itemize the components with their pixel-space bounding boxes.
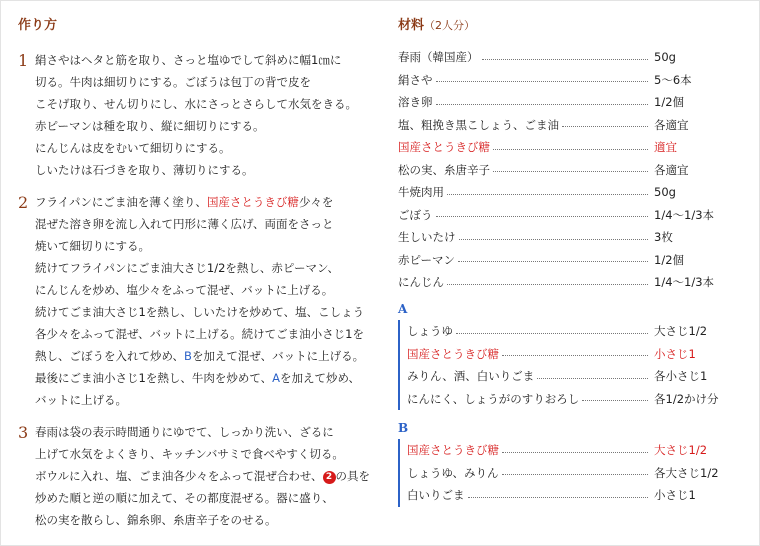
step-text-segment: 春雨は袋の表示時間通りにゆでて、しっかり洗い、ざるに: [35, 425, 334, 439]
ingredient-name: 絹さや: [398, 72, 433, 87]
step-text: [35, 425, 395, 535]
servings: （2人分）: [424, 19, 476, 32]
step-line: [35, 75, 395, 97]
ingredient-group-a: [398, 302, 738, 410]
highlight-text: B: [184, 349, 192, 363]
ingredient-amount: 小さじ1: [654, 346, 696, 361]
step-ref-badge: 2: [323, 471, 336, 484]
step-line: [35, 513, 395, 535]
step-text-segment: にんじんは皮をむいて細切りにする。: [35, 141, 231, 155]
step-line: [35, 97, 395, 119]
ingredient-row: [407, 343, 738, 366]
ingredient-list: [398, 46, 738, 294]
step-text-segment: 上げて水気をよくきり、キッチンバサミで食べやすく切る。: [35, 447, 344, 461]
group-label: A: [398, 302, 408, 316]
ingredient-name: 生しいたけ: [398, 230, 456, 245]
ingredient-amount: 大さじ1/2: [654, 324, 708, 339]
step-text-segment: 切る。牛肉は細切りにする。ごぼうは包丁の背で皮を: [35, 75, 311, 89]
dotted-leader: [562, 126, 648, 127]
group-label: B: [398, 421, 409, 435]
step-line: [35, 327, 395, 349]
step-line: [35, 469, 395, 491]
step-number: 1: [18, 51, 29, 70]
step-text: [35, 53, 395, 185]
ingredient-name: 溶き卵: [398, 95, 433, 110]
step-text-segment: 最後にごま油小さじ1を熱し、牛肉を炒めて、: [35, 371, 273, 385]
ingredient-amount: 大さじ1/2: [654, 443, 708, 458]
step-text-segment: 焼いて細切りにする。: [35, 239, 150, 253]
ingredient-amount: 小さじ1: [654, 488, 696, 503]
step-line: [35, 425, 395, 447]
dotted-leader: [502, 355, 648, 356]
ingredient-name: ごぼう: [398, 207, 433, 222]
ingredient-row: [398, 226, 738, 249]
highlight-text: A: [272, 371, 280, 385]
dotted-leader: [447, 194, 648, 195]
step-line: [35, 261, 395, 283]
ingredient-row: [398, 69, 738, 92]
ingredient-name: 国産さとうきび糖: [407, 443, 499, 458]
step-text-segment: にんじんを炒め、塩少々をふって混ぜ、バットに上げる。: [35, 283, 334, 297]
ingredient-name: 塩、粗挽き黒こしょう、ごま油: [398, 117, 559, 132]
ingredient-amount: 各大さじ1/2: [654, 465, 719, 480]
step-line: [35, 163, 395, 185]
dotted-leader: [582, 400, 648, 401]
dotted-leader: [447, 284, 648, 285]
method-title: 作り方: [18, 18, 58, 33]
dotted-leader: [493, 171, 648, 172]
ingredient-name: しょうゆ、みりん: [407, 465, 499, 480]
ingredient-row: [407, 462, 738, 485]
step-text-segment: しいたけは石づきを取り、薄切りにする。: [35, 163, 254, 177]
dotted-leader: [458, 261, 648, 262]
step-text-segment: 松の実を散らし、錦糸卵、糸唐辛子をのせる。: [35, 513, 277, 527]
step-text-segment: こそげ取り、せん切りにし、水にさっとさらして水気をきる。: [35, 97, 357, 111]
step-text-segment: フライパンにごま油を薄く塗り、: [35, 195, 207, 209]
ingredient-group-b: [398, 421, 738, 507]
dotted-leader: [436, 81, 649, 82]
step-text-segment: 絹さやはヘタと筋を取り、さっと塩ゆでして斜めに幅1㎝に: [35, 53, 342, 67]
group-items: [398, 439, 738, 507]
group-items: [398, 320, 738, 410]
ingredients-title-text: 材料: [398, 18, 425, 33]
step-line: [35, 371, 395, 393]
step-text-segment: 炒めた順と逆の順に加えて、その都度混ぜる。器に盛り、: [35, 491, 334, 505]
ingredient-row: [407, 439, 738, 462]
step-text-segment: 各少々をふって混ぜ、バットに上げる。続けてごま油小さじ1を: [35, 327, 364, 341]
ingredient-amount: 各1/2かけ分: [654, 391, 719, 406]
ingredient-name: 白いりごま: [407, 488, 465, 503]
step-text-segment: 混ぜた溶き卵を流し入れて円形に薄く広げ、両面をさっと: [35, 217, 334, 231]
ingredient-row: [398, 204, 738, 227]
step-line: [35, 217, 395, 239]
dotted-leader: [459, 239, 649, 240]
dotted-leader: [537, 378, 648, 379]
dotted-leader: [482, 59, 649, 60]
step-text-segment: の具を: [335, 469, 370, 483]
ingredient-amount: 1/2個: [654, 95, 685, 110]
ingredient-amount: 1/2個: [654, 252, 685, 267]
step-text-segment: 少々を: [298, 195, 334, 209]
ingredient-row: [398, 91, 738, 114]
ingredient-row: [398, 249, 738, 272]
ingredient-row: [398, 271, 738, 294]
ingredient-row: [398, 114, 738, 137]
ingredient-amount: 各小さじ1: [654, 369, 708, 384]
step-line: [35, 491, 395, 513]
step-text-segment: 熱し、ごぼうを入れて炒め、: [35, 349, 185, 363]
step-text-segment: バットに上げる。: [35, 393, 127, 407]
ingredient-name: 国産さとうきび糖: [398, 140, 490, 155]
step-line: [35, 305, 395, 327]
ingredient-amount: 各適宜: [654, 117, 689, 132]
ingredient-amount: 5～6本: [654, 72, 692, 87]
ingredient-row: [398, 46, 738, 69]
ingredient-name: 赤ピーマン: [398, 252, 456, 267]
ingredient-amount: 1/4～1/3本: [654, 207, 715, 222]
ingredient-name: しょうゆ: [407, 324, 453, 339]
step-text-segment: 続けてフライパンにごま油大さじ1/2を熱し、赤ピーマン、: [35, 261, 340, 275]
ingredient-amount: 3枚: [654, 230, 673, 245]
ingredient-amount: 適宜: [654, 140, 677, 155]
step-text-segment: 続けてごま油大さじ1を熱し、しいたけを炒めて、塩、こしょう: [35, 305, 365, 319]
step-text-segment: 赤ピーマンは種を取り、縦に細切りにする。: [35, 119, 265, 133]
dotted-leader: [436, 104, 649, 105]
step-line: [35, 239, 395, 261]
dotted-leader: [456, 333, 648, 334]
step-text: [35, 195, 395, 415]
dotted-leader: [468, 497, 649, 498]
ingredients-title: [398, 14, 475, 33]
ingredient-row: [407, 365, 738, 388]
step-line: [35, 349, 395, 371]
step-number: 3: [18, 423, 29, 442]
ingredient-amount: 各適宜: [654, 162, 689, 177]
step-text-segment: ボウルに入れ、塩、ごま油各少々をふって混ぜ合わせ、: [35, 469, 323, 483]
step-number: 2: [18, 193, 29, 212]
ingredient-name: 国産さとうきび糖: [407, 346, 499, 361]
step-line: [35, 393, 395, 415]
step-text-segment: を加えて混ぜ、バットに上げる。: [191, 349, 365, 363]
ingredient-row: [407, 388, 738, 411]
step-line: [35, 195, 395, 217]
dotted-leader: [493, 149, 648, 150]
dotted-leader: [502, 474, 648, 475]
step-text-segment: を加えて炒め、: [279, 371, 361, 385]
ingredient-name: にんにく、しょうがのすりおろし: [407, 391, 580, 406]
step-line: [35, 141, 395, 163]
highlight-text: 国産さとうきび糖: [206, 195, 299, 209]
ingredient-name: 松の実、糸唐辛子: [398, 162, 490, 177]
ingredient-amount: 50g: [654, 50, 676, 65]
ingredient-name: みりん、酒、白いりごま: [407, 369, 535, 384]
ingredient-row: [398, 136, 738, 159]
ingredient-amount: 1/4～1/3本: [654, 275, 715, 290]
ingredient-name: 春雨（韓国産）: [398, 50, 479, 65]
ingredient-row: [398, 181, 738, 204]
step-line: [35, 53, 395, 75]
step-line: [35, 119, 395, 141]
ingredient-row: [398, 159, 738, 182]
ingredient-row: [407, 484, 738, 507]
step-line: [35, 283, 395, 305]
ingredient-amount: 50g: [654, 185, 676, 200]
step-line: [35, 447, 395, 469]
ingredient-name: 牛焼肉用: [398, 185, 444, 200]
dotted-leader: [502, 452, 648, 453]
dotted-leader: [436, 216, 649, 217]
ingredient-row: [407, 320, 738, 343]
ingredient-name: にんじん: [398, 275, 444, 290]
